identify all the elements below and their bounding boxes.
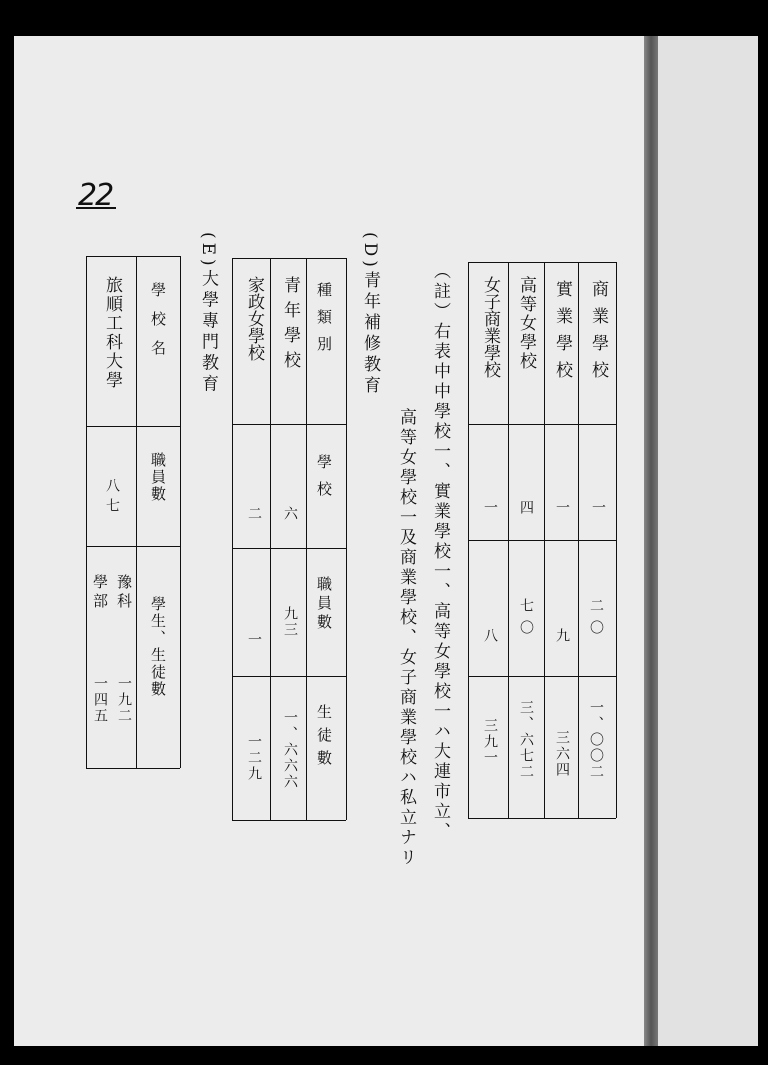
table-header: 種類別 bbox=[315, 282, 333, 363]
section-e-title: (E)大學專門教育 bbox=[198, 232, 218, 396]
table-cell: 六 bbox=[282, 506, 298, 522]
table-cell: 二〇 bbox=[588, 598, 604, 642]
table-header: 生徒數 bbox=[315, 704, 333, 773]
table-cell: 一二九 bbox=[246, 734, 262, 782]
table-cell: 八七 bbox=[104, 478, 120, 518]
note-line-1: （註）右表中中學校一、實業學校一、高等女學校一ハ大連市立、 bbox=[430, 262, 450, 842]
table-cell: 二 bbox=[246, 506, 262, 522]
table-sub-label: 學部 bbox=[91, 574, 109, 612]
table-cell: 一、六六六 bbox=[282, 710, 298, 790]
table-header: 學校名 bbox=[149, 282, 167, 369]
table-cell: 一 bbox=[554, 500, 570, 516]
table-header: 職員數 bbox=[315, 576, 333, 633]
table-cell: 三九一 bbox=[482, 718, 498, 766]
table-header: 學生、生徒數 bbox=[149, 596, 167, 698]
table-cell: 三六四 bbox=[554, 730, 570, 778]
page-number: 22 bbox=[78, 178, 113, 213]
table-row-name: 商業學校 bbox=[588, 280, 608, 388]
table-cell: 四 bbox=[518, 500, 534, 516]
table-header: 學校 bbox=[315, 454, 333, 508]
table-cell: 一、〇〇二 bbox=[588, 700, 604, 780]
table-cell: 三、六七二 bbox=[518, 700, 534, 780]
section-d-title: (D)青年補修教育 bbox=[360, 232, 380, 397]
table-row-name: 實業學校 bbox=[552, 280, 572, 388]
note-line-2: 高等女學校一及商業學校、女子商業學校ハ私立ナリ bbox=[396, 408, 416, 868]
book-spine bbox=[644, 36, 658, 1046]
table-row-name: 青年學校 bbox=[280, 276, 300, 376]
table-cell: 一 bbox=[590, 500, 606, 516]
table-row-name: 旅順工科大學 bbox=[102, 276, 122, 390]
table-row-name: 女子商業學校 bbox=[480, 276, 500, 378]
table-cell: 八 bbox=[482, 628, 498, 644]
table-header: 職員數 bbox=[149, 452, 167, 503]
table-cell: 九 bbox=[554, 628, 570, 644]
table-cell: 一 bbox=[482, 500, 498, 516]
table-sub-label: 豫科 bbox=[115, 574, 133, 612]
table-sub-value: 一九二 bbox=[116, 676, 132, 724]
table-cell: 七〇 bbox=[518, 598, 534, 642]
facing-page bbox=[658, 36, 758, 1046]
table-cell: 一 bbox=[246, 632, 262, 648]
table-row-name: 家政女學校 bbox=[244, 276, 264, 361]
table-cell: 九三 bbox=[282, 606, 298, 638]
table-sub-value: 一四五 bbox=[92, 676, 108, 724]
table-row-name: 高等女學校 bbox=[516, 276, 536, 371]
